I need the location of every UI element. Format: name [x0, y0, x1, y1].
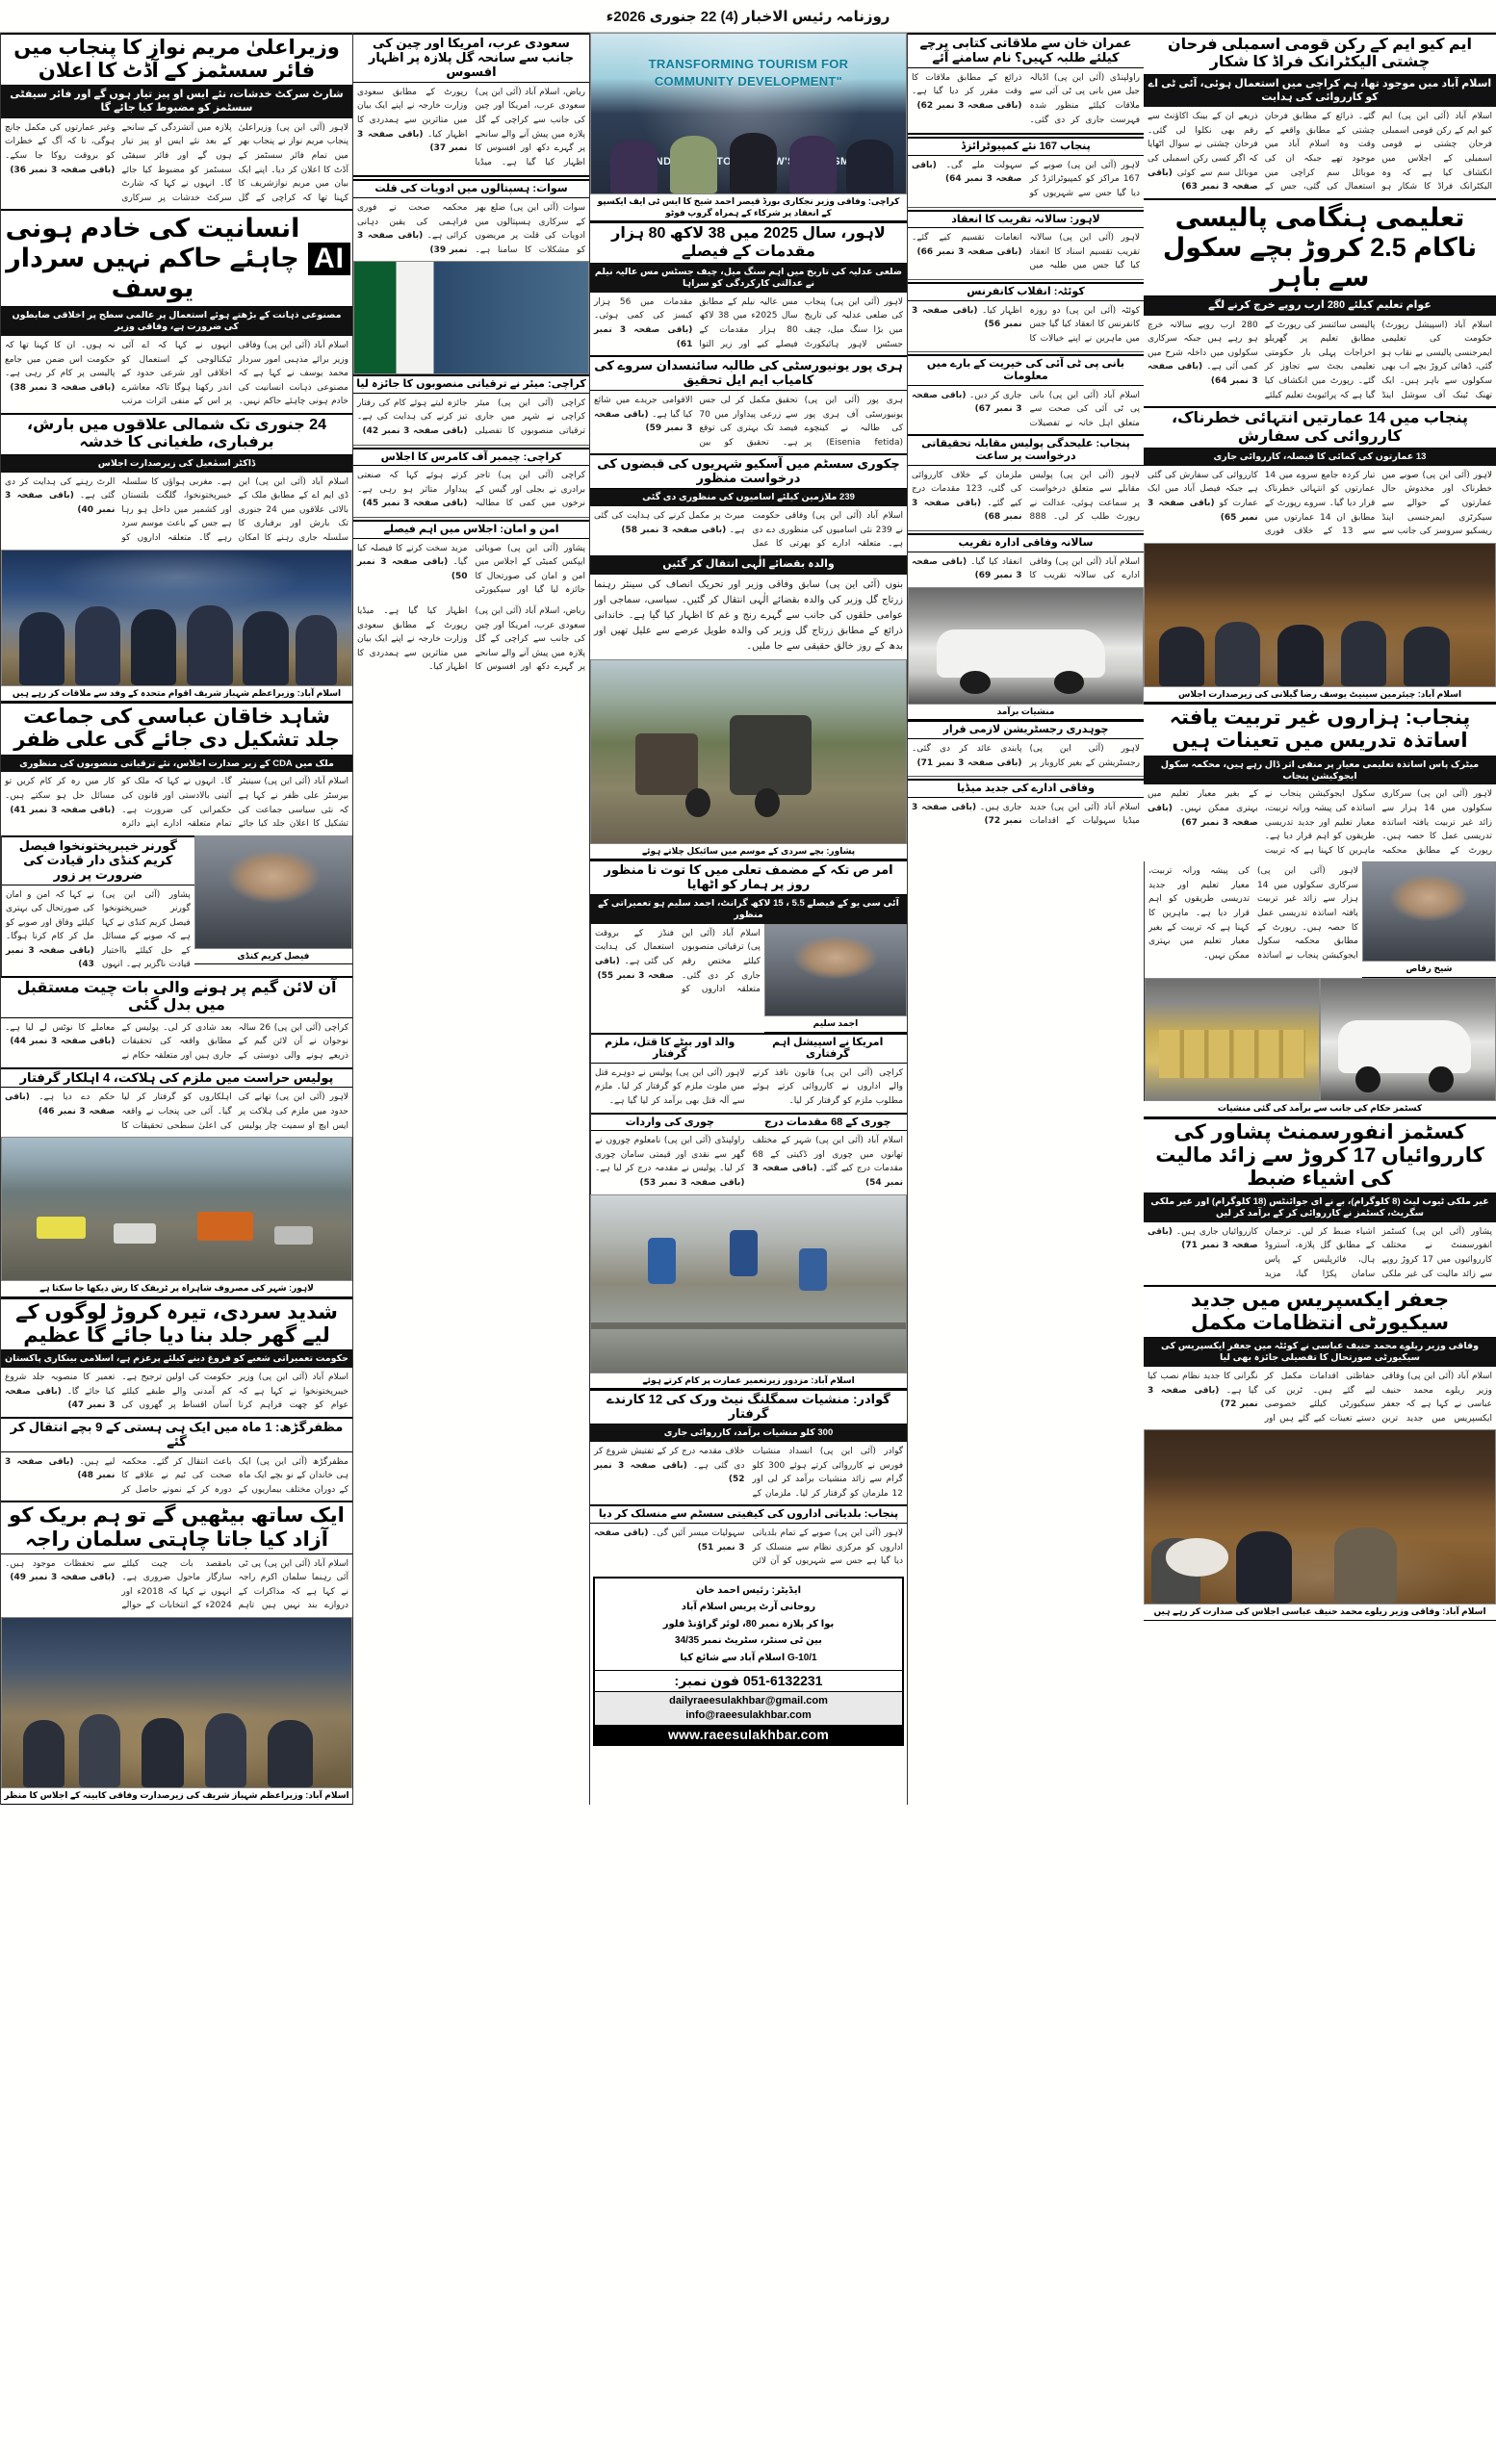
article-swat-medicine: سوات (آئی این پی) ضلع بھر کے سرکاری ہسپتالوں میں ادویات کی قلت پر مریضوں کو مشکلات کا سامنا ہے۔ محکمہ صحت نے فوری فراہمی کی یقین دہانی کرائی ہے۔ (باقی صفحہ 3 نمبر 39): [357, 202, 585, 255]
headline-saudi-condolence[interactable]: سعودی عرب، امریکا اور چین کی جانب سے سانحہ گل پلازہ پر اظہار افسوس: [353, 33, 589, 83]
caption-seized-car: منشیات برآمد: [908, 705, 1144, 721]
headline-cm-fire-audit[interactable]: وزیراعلیٰ مریم نواز کا پنجاب میں فائر سسٹمز کے آڈٹ کا اعلان: [1, 33, 352, 86]
headline-apex-committee[interactable]: امن و امان: اجلاس میں اہم فیصلے: [353, 520, 589, 539]
article-shahid-party: اسلام آباد (آئی این پی) سینیٹر بیرسٹر علی ظفر نے کہا ہے کہ نئی سیاسی جماعت کی تشکیل کا اعلان جلد کیا جائے گا۔ انہوں نے کہا کہ ملک کو آئینی بالادستی اور قانون کی حکمرانی کی ضرورت ہے۔ تمام متعلقہ ادارے اپنے دائرہ کار میں رہ کر کام کریں تو مسائل حل ہو سکتے ہیں۔ (باقی صفحہ 3 نمبر 41): [5, 777, 348, 830]
subhead-court-cases: ضلعی عدلیہ کی تاریخ میں اہم سنگ میل، چیف جسٹس مس عالیہ نیلم نے عدالتی کارکردگی کو سراہا: [590, 264, 907, 293]
ai-label: AI: [308, 243, 350, 275]
headline-online-game[interactable]: آن لائن گیم پر ہونے والی بات چیت مستقبل میں بدل گئی: [1, 976, 352, 1018]
article-posts-approval: اسلام آباد (آئی این پی) وفاقی حکومت نے 239 نئی اسامیوں کی منظوری دے دی ہے۔ متعلقہ ادارے کو بھرتی کا عمل میرٹ پر مکمل کرنے کی ہدایت کی گئی ہے۔ (باقی صفحہ 3 نمبر 58): [594, 511, 904, 550]
article-registration-mandatory: لاہور (آئی این پی) رجسٹریشن کے بغیر کاروبار پر پابندی عائد کر دی گئی۔ (باقی صفحہ 3 نمبر 71): [912, 744, 1140, 768]
headline-jafar-express-security[interactable]: جعفر ایکسپریس میں جدید سیکیورٹی انتظامات مکمل: [1144, 1285, 1496, 1338]
article-weather-rain: اسلام آباد (آئی این پی) این ڈی ایم اے کے مطابق ملک کے بالائی علاقوں میں 24 جنوری تک بارش اور برفباری کا سلسلہ جاری رہنے کا امکان ہے۔ مغربی ہواؤں کا سلسلہ خیبرپختونخوا، گلگت بلتستان اور کشمیر میں داخل ہو رہا ہے جس کے باعث موسم سرد رہے گا۔ متعلقہ اداروں کو الرٹ رہنے کی ہدایت کر دی گئی ہے۔ (باقی صفحہ 3 نمبر 40): [5, 476, 348, 543]
vehicle-group: [2, 1138, 351, 1280]
headline-dangerous-buildings[interactable]: پنجاب میں 14 عمارتیں انتہائی خطرناک، کارروائی کی سفارش: [1144, 406, 1496, 449]
subhead-gwadar-drugs: 300 کلو منشیات برآمد، کارروائی جاری: [590, 1424, 907, 1442]
article-court-cases: لاہور (آئی این پی) پنجاب کی ضلعی عدلیہ کی تاریخ میں بڑا سنگ میل، چیف جسٹس لاہور ہائیکورٹ مس عالیہ نیلم کے مطابق سال 2025ء میں 38 لاکھ 80 ہزار مقدمات کے فیصلے کیے اور زیر التوا مقدمات میں 56 ہزار کیسز کی کمی ہوئی۔ (باقی صفحہ 3 نمبر 61): [594, 296, 903, 349]
subhead-untrained-teachers: میٹرک پاس اساتذہ تعلیمی معیار پر منفی اثر ڈال رہے ہیں، محکمہ سکول ایجوکیشن پنجاب: [1144, 757, 1496, 785]
headline-education-emergency[interactable]: تعلیمی ہنگامی پالیسی ناکام 2.5 کروڑ بچے سکول سے باہر: [1144, 198, 1496, 296]
article-mother-obituary: بنوں (آئی این پی) سابق وفاقی وزیر اور تحریک انصاف کی سینئر رہنما زرتاج گل وزیر کی والدہ بقضائے الٰہی انتقال کر گئیں۔ سیاسی، سماجی اور عوامی حلقوں کی جانب سے گہرے رنج و غم کا اظہار کیا گیا ہے۔ خاندانی ذرائع کے مطابق زرتاج گل وزیر کی والدہ طویل عرصے سے علیل تھیں اور بدھ کے روز خالق حقیقی سے جا ملیں۔: [594, 578, 903, 653]
headline-police-custody[interactable]: پولیس حراست میں ملزم کی ہلاکت، 4 اہلکار گرفتار: [1, 1067, 352, 1089]
photo-railway-minister: [1144, 1429, 1496, 1604]
subhead-cm-fire-audit: شارٹ سرکٹ خدشات، نئے ایس او پیز تیار ہوں گے اور فائر سیفٹی سسٹمز کو مضبوط کیا جائے گا: [1, 86, 352, 118]
headline-pti-salman-raja[interactable]: ایک ساتھ بیٹھیں گے تو ہم بریک کو آزاد کیا جاتا چاہتی سلمان راجہ: [1, 1501, 352, 1553]
article-punjab-local-system: لاہور (آئی این پی) صوبے کے تمام بلدیاتی اداروں کو مرکزی نظام سے منسلک کر دیا گیا ہے جس سے شہریوں کو آن لائن سہولیات میسر آئیں گی۔ (باقی صفحہ 3 نمبر 51): [594, 1527, 903, 1567]
photo-flag-ceremony: [353, 261, 589, 374]
article-federal-ceremony: اسلام آباد (آئی این پی) وفاقی ادارے کی سالانہ تقریب کا انعقاد کیا گیا۔ (باقی صفحہ 3 نمبر 69): [912, 556, 1140, 581]
subhead-mqm-fraud: اسلام آباد میں موجود تھا، ہم کراچی میں استعمال ہوئی، آئی ٹی اے کو کارروائی کی ہدایت: [1144, 75, 1496, 108]
article-quetta-conference: کوئٹہ (آئی این پی) دو روزہ کانفرنس کا انعقاد کیا گیا جس میں ماہرین نے اپنے خیالات کا اظہار کیا۔ (باقی صفحہ 3 نمبر 56): [912, 305, 1140, 344]
subhead-development-grant: آئی سی یو کے فیصلے 5.5 ، 15 لاکھ گرانٹ، اجمد سلیم ہو تعمیراتی کے منظور: [590, 895, 907, 924]
photo-portrait-ajmad: [764, 924, 907, 1016]
imprint-website[interactable]: www.raeesulakhbar.com: [595, 1725, 902, 1744]
photo-street-children: [590, 659, 907, 844]
headline-muzaffargarh-deaths[interactable]: مظفرگڑھ: 1 ماہ میں ایک ہی ہستی کے 9 بچے انتقال کر گئے: [1, 1417, 352, 1452]
photo-tourism-expo: [590, 33, 907, 194]
article-saudi-condolence: ریاض، اسلام آباد (آئی این پی) سعودی عرب، امریکا اور چین کی جانب سے کراچی کے گل پلازہ میں پیش آنے والے سانحے پر گہرے دکھ اور افسوس کا اظہار کیا گیا ہے۔ میڈیا رپورٹ کے مطابق سعودی وزارت خارجہ نے اپنے ایک بیان میں متاثرین سے ہمدردی کا اظہار کیا۔ (باقی صفحہ 3 نمبر 37): [357, 87, 585, 167]
headline-police-encounter-petition[interactable]: پنجاب: علیحدگی پولیس مقابلہ تحقیقاتی درخواست پر ساعت: [908, 434, 1144, 465]
article-167-computerized: لاہور (آئی این پی) صوبے کے 167 مراکز کو کمپیوٹرائزڈ کر دیا گیا جس سے شہریوں کو سہولت ملے گی۔ (باقی صفحہ 3 نمبر 64): [912, 160, 1140, 198]
article-modern-media: اسلام آباد (آئی این پی) جدید میڈیا سہولیات کے اقدامات جاری ہیں۔ (باقی صفحہ 3 نمبر 72): [912, 802, 1140, 827]
article-theft-case: راولپنڈی (آئی این پی) نامعلوم چوروں نے گھر سے نقدی اور قیمتی سامان چوری کر لیا۔ پولیس نے مقدمہ درج کر لیا ہے۔ (باقی صفحہ 3 نمبر 53): [595, 1136, 745, 1188]
headline-double-murder[interactable]: والد اور بیٹے کا قتل، ملزم گرفتار: [591, 1033, 749, 1064]
headline-registration-mandatory[interactable]: چوہدری رجسٹریشن لازمی قرار: [908, 720, 1144, 739]
article-annual-ceremony: لاہور (آئی این پی) سالانہ تقریب تقسیم اسناد کا انعقاد کیا گیا جس میں طلبہ میں انعامات تقسیم کیے گئے۔ (باقی صفحہ 3 نمبر 66): [912, 233, 1140, 271]
caption-senate-meeting: اسلام آباد: چیئرمین سینیٹ یوسف رضا گیلانی کی زیرصدارت اجلاس: [1144, 687, 1496, 704]
article-teachers-cont: لاہور (آئی این پی) سرکاری سکولوں میں 14 ہزار سے زائد غیر تربیت یافتہ اساتذہ تدریسی عمل کا حصہ ہیں۔ رپورٹ کے مطابق محکمہ سکول ایجوکیشن پنجاب نے اساتذہ کی پیشہ ورانہ تربیت، معیار تعلیم اور جدید تدریسی طریقوں کو اہم قرار دیا ہے۔ ماہرین کا کہنا ہے کہ تربیت کے بغیر معیار تعلیم میں بہتری ممکن نہیں۔: [1148, 866, 1358, 961]
article-police-encounter-petition: لاہور (آئی این پی) پولیس مقابلے سے متعلق درخواست پر سماعت ہوئی، عدالت نے رپورٹ طلب کر لی۔ 888 ملزمان کے خلاف کارروائی کی گئی، 123 مقدمات درج کیے گئے۔ (باقی صفحہ 3 نمبر 68): [912, 470, 1140, 523]
article-online-game: کراچی (آئی این پی) 26 سالہ نوجوان نے آن لائن گیم کے ذریعے ہونے والی دوستی کے بعد شادی کر لی۔ پولیس کے مطابق واقعہ کی تحقیقات جاری ہیں اور متعلقہ حکام نے معاملے کا نوٹس لے لیا ہے۔ (باقی صفحہ 3 نمبر 44): [5, 1022, 348, 1061]
figure-group-workers: [591, 1195, 906, 1373]
headline-swat-medicine[interactable]: سوات: ہسپتالوں میں ادویات کی قلت: [353, 179, 589, 198]
figure-group-railway: [1145, 1430, 1495, 1604]
headline-quetta-conference[interactable]: کوئٹہ: انقلاب کانفرنس: [908, 282, 1144, 301]
headline-weather-rain[interactable]: 24 جنوری تک شمالی علاقوں میں بارش، برفباری، طغیانی کا خدشہ: [1, 413, 352, 455]
subhead-customs-peshawar: غیر ملکی ٹیوب لیٹ (8 کلوگرام)، بے نے ای جوائنٹس (18 کلوگرام) اور غیر ملکی سگریٹ، کسٹمز نے کارروائی کر کے برآمد کر لیں: [1144, 1194, 1496, 1222]
imprint-sector: G-10/1 اسلام آباد سے شائع کیا: [680, 1652, 817, 1663]
headline-posts-approval[interactable]: چکوری سسٹم میں آسکیو شہریوں کی قبضوں کی درخواست منظور: [590, 453, 907, 489]
subhead-dangerous-buildings: 13 عمارتوں کی کمائی کا فیصلہ، کارروائی جاری: [1144, 449, 1496, 466]
caption-railway-minister: اسلام آباد: وفاقی وزیر ریلوے محمد حنیف عباسی اجلاس کی صدارت کر رہے ہیں: [1144, 1604, 1496, 1621]
article-karachi-chamber: کراچی (آئی این پی) تاجر برادری نے بجلی اور گیس کے نرخوں میں کمی کا مطالبہ کرتے ہوئے کہا کہ صنعتی پیداوار متاثر ہو رہی ہے۔ (باقی صفحہ 3 نمبر 45): [357, 471, 585, 509]
photo-cabinet-meeting: [1, 1617, 352, 1788]
article-development-grant: اسلام آباد (آئی این پی) ترقیاتی منصوبوں کیلئے مختص رقم جاری کر دی گئی۔ متعلقہ اداروں کو فنڈز کے بروقت استعمال کی ہدایت کی گئی ہے۔ (باقی صفحہ 3 نمبر 55): [595, 928, 761, 995]
headline-shahid-party[interactable]: شاہد خاقان عباسی کی جماعت جلد تشکیل دی جائے گی علی ظفر: [1, 702, 352, 755]
article-cm-fire-audit: لاہور (آئی این پی) وزیراعلیٰ پنجاب مریم نواز نے پنجاب بھر میں تمام فائر سسٹمز کے آڈٹ کا اعلان کر دیا۔ اپنے ایک بیان میں مریم نوازشریف کا کہنا تھا کہ کراچی کے گل پلازہ میں آتشزدگی کے سانحے کے بعد نئے ایس او پیز تیار ہوں گے اور فائر سیفٹی سسٹمز کو مضبوط کیا جائے گا۔ انہوں نے کہا کہ شارٹ سرکٹ خدشات پر سرکاری وغیر عمارتوں کی مکمل جانچ ہوگی، تا کہ آگ کے خطرات کو بروقت روکا جا سکے۔ (باقی صفحہ 3 نمبر 36): [5, 122, 348, 203]
subhead-ai-humanity: مصنوعی ذہانت کے بڑھتے ہوئے استعمال پر عالمی سطح پر اخلاقی ضابطوں کی ضرورت ہے، وفاقی وزیر: [1, 307, 352, 336]
imprint-street: بین ٹی سنٹر، سٹریٹ نمبر 34/35: [675, 1635, 822, 1647]
photo-construction-workers: [590, 1194, 907, 1373]
article-gwadar-drugs: گوادر (آئی این پی) انسداد منشیات فورس نے کارروائی کرتے ہوئے 300 کلو گرام سے زائد منشیات برآمد کر لی اور 12 ملزمان کو گرفتار کر لیا۔ ملزمان کے خلاف مقدمہ درج کر کے تفتیش شروع کر دی گئی ہے۔ (باقی صفحہ 3 نمبر 52): [594, 1446, 903, 1499]
caption-un-delegation: اسلام آباد: وزیراعظم شہباز شریف اقوام متحدہ کے وفد سے ملاقات کر رہے ہیں: [1, 686, 352, 703]
caption-traffic-lahore: لاہور: شہر کی مصروف شاہراہ پر ٹریفک کا رش دیکھا جا سکتا ہے: [1, 1281, 352, 1297]
headline-karachi-chamber[interactable]: کراچی: چیمبر آف کامرس کا اجلاس: [353, 448, 589, 467]
column-mid-right: [352, 33, 589, 1805]
headline-court-cases[interactable]: لاہور، سال 2025 میں 38 لاکھ 80 ہزار مقدمات کے فیصلے: [590, 221, 907, 264]
headline-cold-housing[interactable]: شدید سردی، تیرہ کروڑ لوگوں کے لیے گھر جلد بنا دیا جائے گا عظیم: [1, 1297, 352, 1350]
photo-portrait-kundi: [194, 835, 352, 949]
imprint-address: [595, 1578, 902, 1671]
figure-group-expo: [591, 34, 906, 193]
masthead-title: روزنامہ رئیس الاخبار (4) 22 جنوری 2026ء: [606, 8, 890, 25]
subhead-cold-housing: حکومت تعمیراتی شعبے کو فروغ دینے کیلئے پرعزم ہے، اسلامی بینکاری پاکستان: [1, 1350, 352, 1368]
article-dangerous-buildings: لاہور (آئی این پی) صوبے میں خطرناک اور مخدوش حال عمارتوں کے حوالے سے سیکرٹری ایمرجنسی اینڈ ریسکیو سروسز کی جانب سے تیار کردہ جامع سروے میں 14 عمارتوں کو انتہائی خطرناک قرار دیا گیا۔ سروے رپورٹ کے مطابق ان 14 عمارتوں میں سے 13 کے خلاف فوری کارروائی کی سفارش کی گئی ہے جبکہ فیصل آباد میں ایک عمارت کو (باقی صفحہ 3 نمبر 65): [1148, 470, 1492, 537]
article-karachi-mayor: کراچی (آئی این پی) میئر کراچی نے شہر میں جاری ترقیاتی منصوبوں کا تفصیلی جائزہ لیتے ہوئے کام کی رفتار تیز کرنے کی ہدایت کی ہے۔ (باقی صفحہ 3 نمبر 42): [357, 398, 585, 437]
article-mqm-fraud: اسلام آباد (آئی این پی) ایم کیو ایم کے رکن قومی اسمبلی فرحان چشتی نے قومی اسمبلی کے اجلاس میں انکشاف کیا ہے کہ وہ الیکٹرانک فراڈ کا شکار ہو گئے۔ ذرائع کے مطابق فرحان چشتی کے مطابق واقعے کے وقت وہ اسلام آباد میں موجود تھے جبکہ ان کی موبائل سم کراچی میں استعمال کی گئی، جس کے ذریعے ان کے بینک اکاؤنٹ سے رقم بھی نکلوا لی گئی۔ فرحان چشتی نے سوال اٹھایا کہ اگر کسی رکن اسمبلی کی موبائل سم سے کوئی (باقی صفحہ 3 نمبر 63): [1148, 112, 1492, 192]
headline-pti-founder-health[interactable]: بانی پی ٹی آئی کی خیریت کے بارے میں معلومات: [908, 354, 1144, 385]
article-haripur-research: ہری پور (آئی این پی) یونیورسٹی آف ہری پور کی طالبہ نے کینچوے (Eisenia fetida) پر تحقیق مکمل کر لی جس سے زرعی پیداوار میں 70 فیصد تک بہتری کی توقع ہے۔ تحقیق کو بین الاقوامی جریدے میں شائع کیا گیا ہے۔ (باقی صفحہ 3 نمبر 59): [594, 396, 903, 448]
caption-portrait-sheikh: شیخ رقاص: [1362, 962, 1496, 978]
photo-seized-vehicle: [1320, 978, 1496, 1101]
article-police-custody: لاہور (آئی این پی) تھانے کی حدود میں ملزم کی ہلاکت پر ایس ایچ او سمیت چار پولیس اہلکاروں کو گرفتار کر لیا گیا۔ آئی جی پنجاب نے واقعہ کی اعلیٰ سطحی تحقیقات کا حکم دے دیا ہے۔ (باقی صفحہ 3 نمبر 46): [5, 1092, 348, 1131]
subhead-shahid-party: ملک میں CDA کے زیر صدارت اجلاس، نئے ترقیاتی منصوبوں کی منظوری: [1, 756, 352, 773]
jump-line[interactable]: (باقی صفحہ 3 نمبر 36): [10, 165, 116, 175]
headline-gwadar-drugs[interactable]: گوادر: منشیات سمگلنگ نیٹ ورک کی 12 کارندے گرفتار: [590, 1389, 907, 1424]
figure-group-street: [591, 660, 906, 843]
subhead-jafar-express-security: وفاقی وزیر ریلوے محمد حنیف عباسی نے کوئٹہ میں جعفر ایکسپریس کی سیکیورٹی صورتحال کا تفصیلی جائزہ بھی لیا: [1144, 1338, 1496, 1367]
article-education-emergency: اسلام آباد (اسپیشل رپورٹ) حکومت کی تعلیمی ایمرجنسی پالیسی بے نقاب ہو گئی، ڈھائی کروڑ بچے اب بھی سکولوں سے باہر ہیں۔ ایک تھنک ٹینک آف سوشل اینڈ پالیسی سائنسز کی رپورٹ کے مطابق تعلیم پر گھریلو اخراجات پہلی بار حکومتی تعلیمی بجٹ سے تجاوز کر گئے۔ رپورٹ میں انکشاف کیا گیا ہے کہ پرائیویٹ تعلیم کیلئے 280 ارب روپے سالانہ خرچ ہو رہے ہیں جبکہ سرکاری سکولوں میں داخلہ شرح میں کمی آئی ہے۔ (باقی صفحہ 3 نمبر 64): [1148, 320, 1492, 400]
caption-construction-workers: اسلام آباد: مزدور زیرتعمیر عمارت پر کام کرتے ہوئے: [590, 1373, 907, 1390]
subhead-education-emergency: عوام تعلیم کیلئے 280 ارب روپے خرچ کرنے لگے: [1144, 296, 1496, 316]
headline-federal-ceremony[interactable]: سالانہ وفاقی ادارہ تقریب: [908, 533, 1144, 552]
caption-portrait-ajmad: اجمد سلیم: [764, 1016, 907, 1033]
photo-seized-drugs-1: [1145, 978, 1320, 1101]
article-muzaffargarh-deaths: مظفرگڑھ (آئی این پی) ایک ہی خاندان کے نو بچے ایک ماہ کے دوران مختلف بیماریوں کے باعث انتقال کر گئے۔ محکمہ صحت کی ٹیم نے علاقے کا دورہ کر کے نمونے حاصل کر لیے ہیں۔ (باقی صفحہ 3 نمبر 48): [5, 1456, 348, 1495]
article-customs-peshawar: پشاور (آئی این پی) کسٹمز انفورسمنٹ نے مختلف کارروائیوں میں 17 کروڑ روپے سے زائد مالیت کی غیر ملکی اشیاء ضبط کر لیں۔ ترجمان کے مطابق گل پلازہ، آستروڈ ہال، فائرپلیس کے پاس سامان پکڑا گیا، مزید کارروائیاں جاری ہیں۔ (باقی صفحہ 3 نمبر 71): [1148, 1226, 1492, 1279]
photo-senate-meeting: [1144, 543, 1496, 687]
imprint-plaza: بوا کر پلازہ نمبر 80، لوئر گراؤنڈ فلور: [662, 1618, 835, 1630]
figure-group-cabinet: [2, 1618, 351, 1787]
headline-untrained-teachers[interactable]: پنجاب: ہزاروں غیر تربیت یافتہ اساتذہ تدریس میں تعینات ہیں: [1144, 703, 1496, 756]
headline-modern-media[interactable]: وفاقی ادارے کی جدید میڈیا: [908, 779, 1144, 798]
masthead: [0, 0, 1496, 33]
headline-customs-peshawar[interactable]: کسٹمز انفورسمنٹ پشاور کی کارروائیاں 17 کروڑ سے زائد مالیت کی اشیاء ضبط: [1144, 1117, 1496, 1194]
headline-punjab-local-system[interactable]: پنجاب: بلدیاتی اداروں کی کیفیتی سسٹم سے منسلک کر دیا: [590, 1504, 907, 1524]
column-left: [1144, 33, 1496, 1805]
column-right: [0, 33, 352, 1805]
article-jafar-express-security: اسلام آباد (آئی این پی) وفاقی وزیر ریلوے محمد حنیف عباسی نے کہا ہے کہ جعفر ایکسپریس میں جدید ترین حفاظتی اقدامات مکمل کر لیے گئے ہیں۔ ٹرین کی سیکیورٹی کیلئے خصوصی دستے تعینات کیے گئے ہیں اور نگرانی کا جدید نظام نصب کیا گیا ہے۔ (باقی صفحہ 3 نمبر 72): [1148, 1372, 1492, 1424]
article-pti-salman-raja: اسلام آباد (آئی این پی) پی ٹی آئی رہنما سلمان اکرم راجہ نے کہا ہے کہ مذاکرات کے دروازے بند نہیں ہیں تاہم بامقصد بات چیت کیلئے سازگار ماحول ضروری ہے۔ انہوں نے کہا کہ 2018ء اور 2024ء کے انتخابات کے حوالے سے تحفظات موجود ہیں۔ (باقی صفحہ 3 نمبر 49): [5, 1558, 348, 1611]
imprint-press: روحانی آرٹ پریس اسلام آباد: [681, 1602, 816, 1613]
headline-68-cases[interactable]: چوری کے 68 مقدمات درج: [749, 1113, 908, 1132]
article-double-murder: لاہور (آئی این پی) پولیس نے دوہرے قتل میں ملوث ملزم کو گرفتار کر لیا۔ ملزم سے آلہ قتل بھی برآمد کر لیا گیا ہے۔: [595, 1067, 745, 1107]
page-grid: [0, 33, 1496, 1805]
caption-tourism-expo: کراچی: وفاقی وزیر نجکاری بورڈ قیصر احمد شیخ کا ایس ٹی ایف ایکسپو کے انعقاد پر شرکاء کے ہمراہ گروپ فوٹو: [590, 194, 907, 221]
phone-number: 051-6132231: [742, 1673, 823, 1689]
subhead-weather-rain: ڈاکٹر اسمٰعیل کی زیرصدارت اجلاس: [1, 455, 352, 473]
photo-seized-car: [908, 587, 1144, 705]
subhead-posts-approval: 239 ملازمین کیلئے اسامیوں کی منظوری دی گئی: [590, 489, 907, 506]
imprint-emails[interactable]: [595, 1691, 902, 1725]
photo-portrait-sheikh: [1362, 861, 1496, 962]
article-apex-committee: پشاور (آئی این پی) صوبائی ایپکس کمیٹی کے اجلاس میں امن و امان کی صورتحال کا جائزہ لیا گیا اور سیکیورٹی مزید سخت کرنے کا فیصلہ کیا گیا۔ (باقی صفحہ 3 نمبر 50): [357, 543, 585, 596]
column-mid-left: [907, 33, 1144, 1805]
caption-street-children: پشاور: بچے سردی کے موسم میں سائیکل چلاتے ہوئے: [590, 844, 907, 860]
headline-mqm-fraud[interactable]: ایم کیو ایم کے رکن قومی اسمبلی فرحان چشتی الیکٹرانک فراڈ کا شکار: [1144, 33, 1496, 75]
headline-ai-humanity[interactable]: AI انسانیت کی خادم ہونی چاہئے حاکم نہیں سردار یوسف: [1, 209, 352, 307]
headline-development-grant[interactable]: امر ص تکہ کے مضمف تعلی میں کا توت نا منظور روز پر ہمار کو اٹھایا: [590, 860, 907, 895]
photo-un-delegation: [1, 550, 352, 686]
headline-imran-meeting-list[interactable]: عمران خان سے ملاقاتی کتابی پرچے کیلئے طلبہ کہیں؟ نام سامنے آئے: [908, 33, 1144, 68]
banner-line-1: TRANSFORMING TOURISM FOR COMMUNITY DEVELOPMENT": [648, 57, 849, 90]
article-imran-meeting-list: راولپنڈی (آئی این پی) اڈیالہ جیل میں بانی پی ٹی آئی سے ملاقات کیلئے منظور شدہ فہرست جاری کر دی گئی۔ ذرائع کے مطابق ملاقات کا وقت مقرر کر دیا گیا ہے۔ (باقی صفحہ 3 نمبر 62): [912, 72, 1140, 125]
caption-seized-drugs: کسٹمز حکام کی جانب سے برآمد کی گئی منشیات: [1144, 1101, 1496, 1117]
headline-annual-ceremony[interactable]: لاہور: سالانہ تقریب کا انعقاد: [908, 210, 1144, 229]
imprint-editor: ایڈیٹر: رئیس احمد خان: [695, 1584, 802, 1596]
photo-traffic-lahore: [1, 1137, 352, 1281]
imprint-contact-box: [593, 1577, 904, 1746]
figure-group: [2, 551, 351, 685]
article-pti-founder-health: اسلام آباد (آئی این پی) بانی پی ٹی آئی کی صحت سے متعلق اہل خانہ نے تفصیلات جاری کر دیں۔ (باقی صفحہ 3 نمبر 67): [912, 390, 1140, 428]
headline-theft-case[interactable]: چوری کی واردات: [591, 1113, 749, 1132]
article-68-cases: اسلام آباد (آئی این پی) شہر کے مختلف تھانوں میں چوری اور ڈکیتی کے 68 مقدمات درج کیے گئے۔ (باقی صفحہ 3 نمبر 54): [752, 1136, 903, 1188]
headline-karachi-mayor[interactable]: کراچی: میئر نے ترقیاتی منصوبوں کا جائزہ لیا: [353, 374, 589, 394]
headline-special-arrest[interactable]: امریکا نے اسپیشل اہم گرفتاری: [749, 1033, 908, 1064]
article-filler-midright: ریاض، اسلام آباد (آئی این پی) سعودی عرب، امریکا اور چین کی جانب سے کراچی کے گل پلازہ میں پیش آنے والے سانحے پر گہرے دکھ اور افسوس کا اظہار کیا گیا ہے۔ میڈیا رپورٹ کے مطابق سعودی وزارت خارجہ نے اپنے ایک بیان میں متاثرین سے ہمدردی کا اظہار کیا۔: [357, 605, 585, 673]
headline-governor-kundi[interactable]: گورنر خیبرپختونخوا فیصل کریم کنڈی دار قیادت کی ضرورت پر زور: [2, 835, 194, 886]
article-governor-kundi: پشاور (آئی این پی) گورنر خیبرپختونخوا فیصل کریم کنڈی نے کہا ہے کہ صوبے کے مسائل کے حل کیلئے بااختیار قیادت ناگزیر ہے۔ انہوں نے کہا کہ امن و امان کی صورتحال کی بہتری کیلئے وفاق اور صوبے کو مل کر کام کرنا ہوگا۔ (باقی صفحہ 3 نمبر 43): [6, 889, 191, 970]
banner-line-3: AND: [647, 156, 672, 168]
article-cold-housing: اسلام آباد (آئی این پی) وزیر خیبرپختونخوا نے کہا ہے کہ عوام کو چھت فراہم کرنا حکومت کی اولین ترجیح ہے۔ کم آمدنی والے طبقے کیلئے آسان اقساط پر گھروں کی تعمیر کا منصوبہ جلد شروع کیا جائے گا۔ (باقی صفحہ 3 نمبر 47): [5, 1373, 348, 1411]
phone-label: فون نمبر:: [674, 1673, 740, 1689]
headline-haripur-research[interactable]: ہری پور یونیورسٹی کی طالبہ سائنسدان سروے کی کامیاب ایم ایل تحقیق: [590, 355, 907, 391]
caption-portrait-kundi: فیصل کریم کنڈی: [194, 949, 352, 965]
email-secondary: info@raeesulakhbar.com: [685, 1709, 812, 1722]
article-untrained-teachers: لاہور (آئی این پی) سرکاری سکولوں میں 14 ہزار سے زائد غیر تربیت یافتہ اساتذہ تدریسی عمل کا حصہ ہیں۔ رپورٹ کے مطابق محکمہ سکول ایجوکیشن پنجاب نے اساتذہ کی پیشہ ورانہ تربیت، معیار تعلیم اور جدید تدریسی طریقوں کو اہم قرار دیا ہے۔ ماہرین کا کہنا ہے کہ تربیت کے بغیر معیار تعلیم میں بہتری ممکن نہیں۔ (باقی صفحہ 3 نمبر 67): [1148, 789, 1492, 856]
column-center: [589, 33, 907, 1805]
caption-cabinet-meeting: اسلام آباد: وزیراعظم شہباز شریف کی زیرصدارت وفاقی کابینہ کے اجلاس کا منظر: [1, 1788, 352, 1805]
article-ai-humanity: اسلام آباد (آئی این پی) وفاقی وزیر برائے مذہبی امور سردار محمد یوسف نے کہا ہے کہ مصنوعی ذہانت انسانیت کی خادم ہونی چاہئے حاکم نہیں۔ انہوں نے کہا کہ اے آئی ٹیکنالوجی کے استعمال کو اخلاقی اور شرعی حدود کے اندر رکھنا ہوگا تاکہ معاشرے پر اس کے منفی اثرات مرتب نہ ہوں۔ ان کا کہنا تھا کہ حکومت اس ضمن میں جامع پالیسی پر کام کر رہی ہے۔ (باقی صفحہ 3 نمبر 38): [5, 341, 348, 407]
headline-167-computerized[interactable]: پنجاب 167 نئے کمپیوٹرائزڈ: [908, 137, 1144, 156]
email-primary: dailyraeesulakhbar@gmail.com: [669, 1695, 828, 1707]
figure-group-senate: [1145, 544, 1495, 686]
headline-mother-obituary[interactable]: والدہ بقضائے الٰہی انتقال کر گئیں: [590, 555, 907, 575]
imprint-phone[interactable]: [595, 1670, 902, 1691]
article-special-arrest: کراچی (آئی این پی) قانون نافذ کرنے والے اداروں نے کارروائی کرتے ہوئے مطلوب ملزم کو گرفتار کر لیا۔: [752, 1067, 903, 1107]
